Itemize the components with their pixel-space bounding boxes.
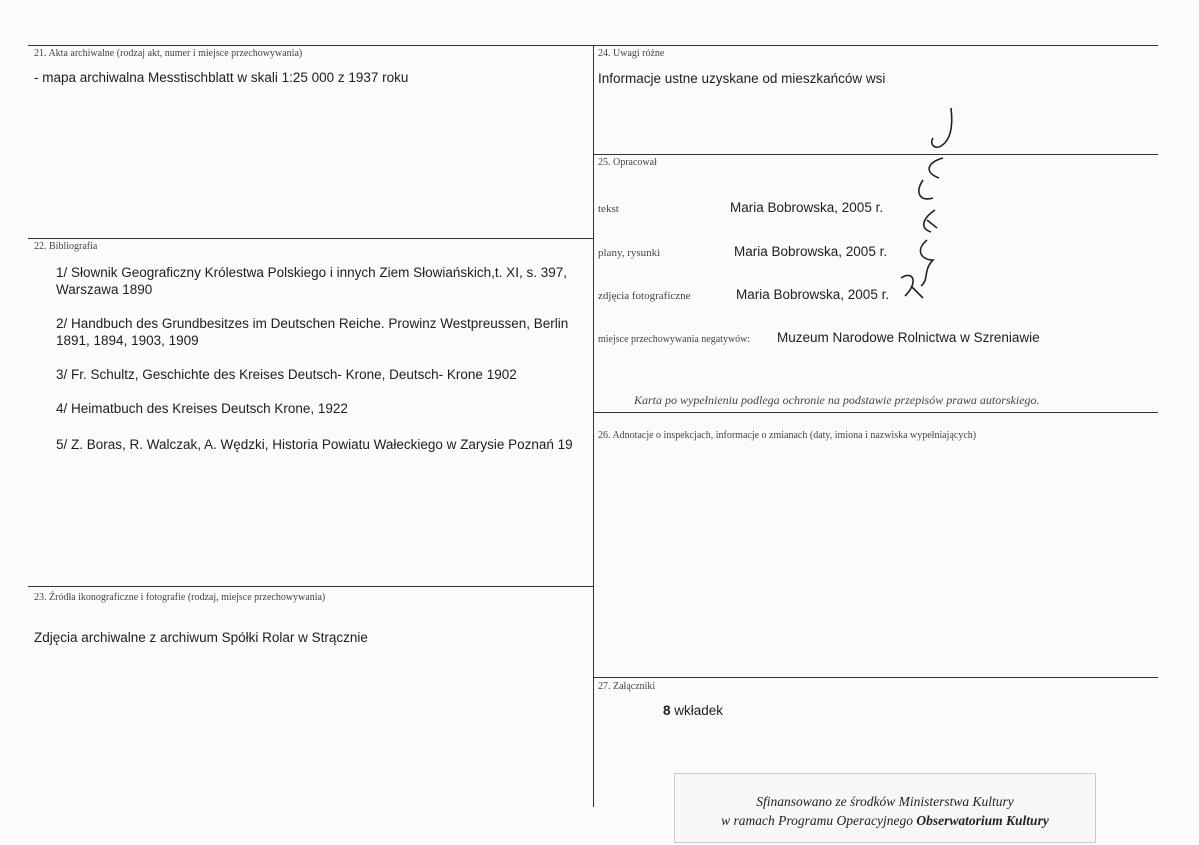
- plany-value: Maria Bobrowska, 2005 r.: [734, 244, 888, 259]
- rule-27: [593, 677, 1158, 678]
- sec24-label: 24. Uwagi różne: [598, 48, 665, 59]
- sec23-label: 23. Źródła ikonograficzne i fotografie (rodzaj, miejsce przechowywania): [34, 592, 326, 603]
- sec27-label: 27. Załączniki: [598, 681, 656, 692]
- tekst-label: tekst: [598, 203, 619, 215]
- attachments-count: 8: [663, 703, 671, 718]
- funding-stamp: [674, 773, 1096, 843]
- sec25-label: 25. Opracował: [598, 157, 657, 168]
- sec21-label: 21. Akta archiwalne (rodzaj akt, numer i miejsce przechowywania): [34, 48, 303, 59]
- plany-label: plany, rysunki: [598, 247, 661, 259]
- rule-25: [593, 154, 1158, 155]
- attachments-unit: wkładek: [674, 703, 724, 718]
- funding-line-2-prefix: w ramach Programu Operacyjnego: [721, 813, 914, 828]
- copyright-note: Karta po wypełnieniu podlega ochronie na podstawie przepisów prawa autorskiego.: [634, 393, 1040, 407]
- zdjecia-value: Maria Bobrowska, 2005 r.: [736, 287, 890, 302]
- funding-program-name: Obserwatorium Kultury: [916, 813, 1049, 828]
- sec22-label: 22. Bibliografia: [34, 241, 98, 252]
- attachments-value: [663, 703, 723, 718]
- bibliography-item-2: 2/ Handbuch des Grundbesitzes im Deutschen Reiche. Prowinz Westpreussen, Berlin 1891, 1894, 1903, 1909: [56, 316, 569, 348]
- center-divider: [593, 45, 594, 807]
- tekst-value: Maria Bobrowska, 2005 r.: [730, 200, 884, 215]
- sec24-value: Informacje ustne uzyskane od mieszkańców wsi: [598, 71, 886, 86]
- funding-line-1: Sfinansowano ze środków Ministerstwa Kultury: [756, 794, 1014, 809]
- bibliography-item-3: 3/ Fr. Schultz, Geschichte des Kreises Deutsch- Krone, Deutsch- Krone 1902: [56, 367, 517, 382]
- bibliography-item-4: 4/ Heimatbuch des Kreises Deutsch Krone, 1922: [56, 401, 348, 416]
- sec21-value: - mapa archiwalna Messtischblatt w skali 1:25 000 z 1937 roku: [34, 70, 409, 85]
- rule-22: [28, 238, 593, 239]
- bibliography-item-1: 1/ Słownik Geograficzny Królestwa Polskiego i innych Ziem Słowiańskich,t. XI, s. 397, Warszawa 1890: [56, 265, 567, 297]
- funding-line-2: [675, 813, 1095, 829]
- bibliography-item-5: 5/ Z. Boras, R. Walczak, A. Wędzki, Historia Powiatu Wałeckiego w Zarysie Poznań 19: [56, 437, 573, 452]
- miejsce-label: miejsce przechowywania negatywów:: [598, 334, 751, 345]
- rule-26: [593, 412, 1158, 413]
- rule-23: [28, 586, 593, 587]
- sec26-label: 26. Adnotacje o inspekcjach, informacje o zmianach (daty, imiona i nazwiska wypełniających): [598, 430, 977, 441]
- miejsce-value: Muzeum Narodowe Rolnictwa w Szreniawie: [777, 330, 1040, 345]
- sec23-value: Zdjęcia archiwalne z archiwum Spółki Rolar w Strącznie: [34, 630, 368, 645]
- zdjecia-label: zdjęcia fotograficzne: [598, 290, 691, 302]
- signature-mark: [893, 100, 958, 315]
